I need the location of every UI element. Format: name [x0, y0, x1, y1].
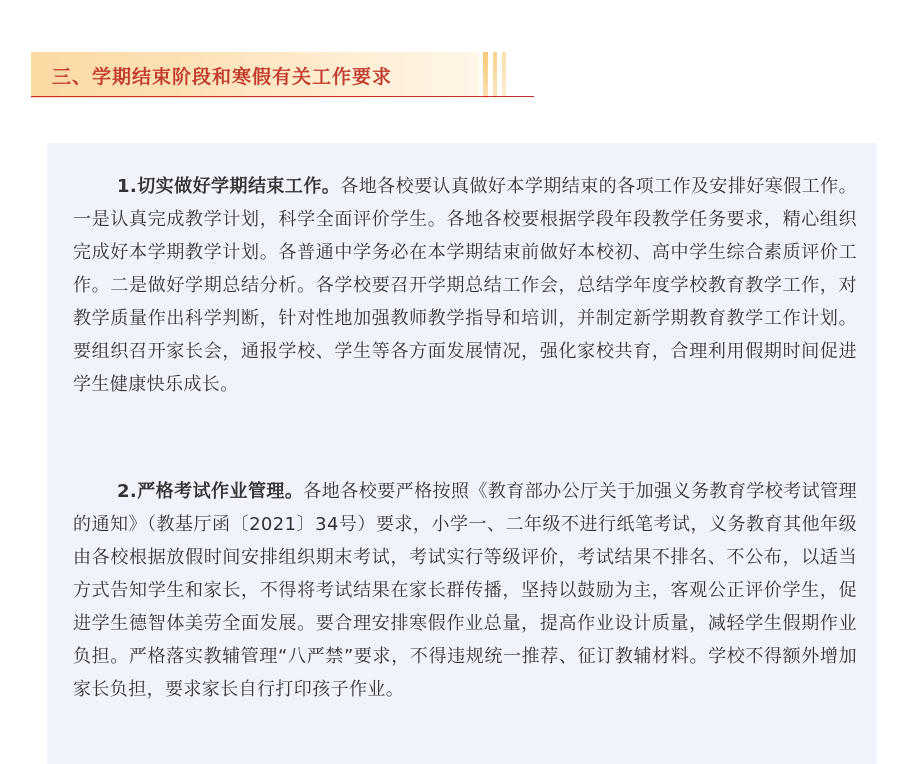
- section-header: [31, 52, 501, 98]
- content-box: [47, 143, 877, 764]
- paragraph-1-body: 各地各校要认真做好本学期结束的各项工作及安排好寒假工作。一是认真完成教学计划，科学全面评价学生。各地各校要根据学段年段教学任务要求，精心组织完成好本学期教学计划。各普通中学务必在本学期结束前做好本校初、高中学生综合素质评价工作。二是做好学期总结分析。各学校要召开学期总结工作会，总结学年度学校教育教学工作，对教学质量作出科学判断，针对性地加强教师教学指导和培训，并制定新学期教育教学工作计划。要组织召开家长会，通报学校、学生等各方面发展情况，强化家校共育，合理利用假期时间促进学生健康快乐成长。: [73, 176, 857, 395]
- paragraph-2-body: 各地各校要严格按照《教育部办公厅关于加强义务教育学校考试管理的通知》（教基厅函〔2021〕34号）要求，小学一、二年级不进行纸笔考试，义务教育其他年级由各校根据放假时间安排组织期末考试，考试实行等级评价，考试结果不排名、不公布，以适当方式告知学生和家长，不得将考试结果在家长群传播，坚持以鼓励为主，客观公正评价学生，促进学生德智体美劳全面发展。要合理安排寒假作业总量，提高作业设计质量，减轻学生假期作业负担。严格落实教辅管理“八严禁”要求，不得违规统一推荐、征订教辅材料。学校不得额外增加家长负担，要求家长自行打印孩子作业。: [73, 481, 858, 700]
- banner-stripe-decoration: [502, 52, 506, 98]
- section-title: 三、学期结束阶段和寒假有关工作要求: [52, 66, 393, 88]
- banner-stripe-decoration: [483, 52, 488, 98]
- banner-stripe-decoration: [493, 52, 497, 98]
- paragraph-1-lead: 1.切实做好学期结束工作。: [117, 176, 341, 197]
- paragraph-2-lead: 2.严格考试作业管理。: [117, 481, 304, 502]
- paragraph-1: [73, 170, 857, 401]
- paragraph-2: [73, 475, 857, 706]
- header-underline: [31, 96, 534, 97]
